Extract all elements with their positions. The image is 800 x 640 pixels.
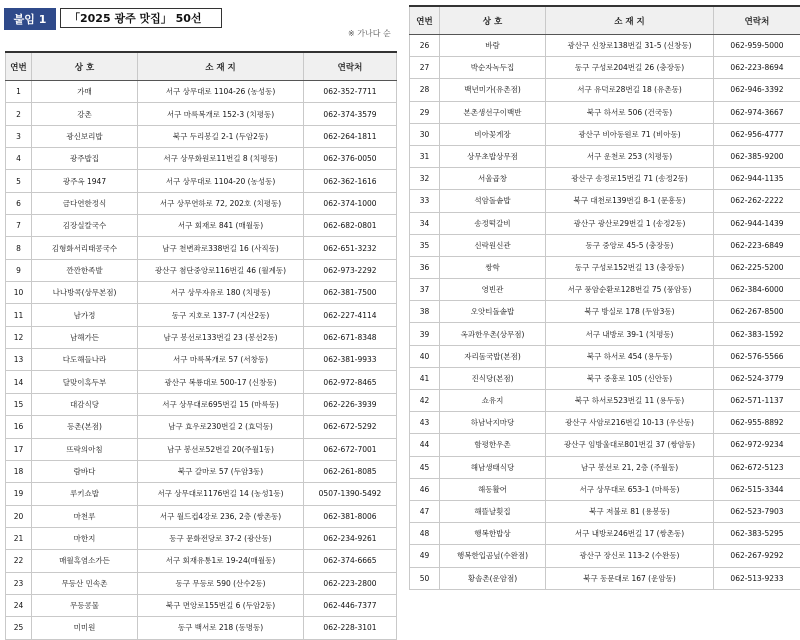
table-row	[410, 545, 800, 567]
table-row	[6, 416, 397, 438]
restaurant-address: 광산구 장신로 113-2 (수완동)	[546, 545, 714, 567]
row-number: 27	[410, 57, 440, 79]
restaurant-phone: 062-682-0801	[304, 215, 397, 237]
restaurant-name: 다도해들나라	[32, 349, 138, 371]
table-row	[6, 326, 397, 348]
restaurant-name: 금다연한정식	[32, 192, 138, 214]
restaurant-address: 남구 봉선로133번길 23 (봉선2동)	[138, 326, 304, 348]
table-row	[410, 456, 800, 478]
restaurant-address: 광산구 신창로138번길 31-5 (신창동)	[546, 35, 714, 57]
table-row	[6, 550, 397, 572]
table-header-row	[410, 6, 800, 35]
restaurant-name: 달맞이흑두부	[32, 371, 138, 393]
document-header	[4, 6, 400, 34]
restaurant-name: 해남생태식당	[440, 456, 546, 478]
restaurant-address: 북구 대천로139번길 8-1 (문흥동)	[546, 190, 714, 212]
restaurant-phone: 062-261-8085	[304, 460, 397, 482]
table-row	[410, 412, 800, 434]
restaurant-phone: 062-385-9200	[714, 145, 800, 167]
row-number: 19	[6, 483, 32, 505]
restaurant-phone: 062-513-9233	[714, 567, 800, 589]
document-title: 「2025 광주 맛집」 50선	[60, 8, 222, 28]
row-number: 38	[410, 301, 440, 323]
row-number: 40	[410, 345, 440, 367]
table-row	[410, 523, 800, 545]
restaurant-phone: 062-228-3101	[304, 617, 397, 639]
restaurant-phone: 0507-1390-5492	[304, 483, 397, 505]
restaurant-address: 북구 동문대로 167 (운암동)	[546, 567, 714, 589]
restaurant-phone: 062-262-2222	[714, 190, 800, 212]
restaurant-address: 광산구 비아동원로 71 (비아동)	[546, 123, 714, 145]
restaurant-name: 송정떡갈비	[440, 212, 546, 234]
restaurant-phone: 062-381-9933	[304, 349, 397, 371]
restaurant-phone: 062-523-7903	[714, 500, 800, 522]
restaurant-name: 해동활어	[440, 478, 546, 500]
restaurant-address: 남구 봉선로 21, 2층 (주월동)	[546, 456, 714, 478]
restaurant-address: 동구 구성로204번길 26 (충장동)	[546, 57, 714, 79]
row-number: 6	[6, 192, 32, 214]
table-row	[6, 505, 397, 527]
row-number: 35	[410, 234, 440, 256]
table-row	[6, 483, 397, 505]
restaurant-phone: 062-225-5200	[714, 256, 800, 278]
table-row	[410, 101, 800, 123]
restaurant-address: 서구 상무대로 1104-20 (농성동)	[138, 170, 304, 192]
column-header-address: 소 재 지	[546, 6, 714, 35]
restaurant-address: 서구 상무대로695번길 15 (마륵동)	[138, 393, 304, 415]
restaurant-phone: 062-352-7711	[304, 81, 397, 103]
restaurant-name: 뜨락의아침	[32, 438, 138, 460]
table-row	[6, 237, 397, 259]
restaurant-name: 마한지	[32, 527, 138, 549]
restaurant-phone: 062-223-6849	[714, 234, 800, 256]
row-number: 50	[410, 567, 440, 589]
restaurant-address: 서구 상무대로 653-1 (마륵동)	[546, 478, 714, 500]
row-number: 17	[6, 438, 32, 460]
restaurant-name: 김형화서리태콩국수	[32, 237, 138, 259]
restaurant-address: 서구 월드컵4강로 236, 2층 (쌍촌동)	[138, 505, 304, 527]
row-number: 24	[6, 594, 32, 616]
restaurant-address: 북구 두리봉길 2-1 (두암2동)	[138, 125, 304, 147]
restaurant-name: 무등콩물	[32, 594, 138, 616]
restaurant-address: 북구 면앙로155번길 6 (두암2동)	[138, 594, 304, 616]
restaurant-name: 무등산 민속촌	[32, 572, 138, 594]
table-row	[410, 500, 800, 522]
restaurant-name: 본촌생선구이백반	[440, 101, 546, 123]
restaurant-name: 비아꽃게장	[440, 123, 546, 145]
table-row	[6, 438, 397, 460]
row-number: 21	[6, 527, 32, 549]
restaurant-phone: 062-267-8500	[714, 301, 800, 323]
restaurant-phone: 062-374-1000	[304, 192, 397, 214]
restaurant-phone: 062-381-8006	[304, 505, 397, 527]
attachment-badge: 붙임 1	[4, 8, 56, 30]
restaurant-address: 서구 유덕로28번길 18 (유촌동)	[546, 79, 714, 101]
restaurant-name: 김장실칼국수	[32, 215, 138, 237]
row-number: 43	[410, 412, 440, 434]
restaurant-name: 광주밥집	[32, 148, 138, 170]
row-number: 39	[410, 323, 440, 345]
table-row	[410, 567, 800, 589]
row-number: 42	[410, 390, 440, 412]
restaurant-name: 진식당(본점)	[440, 367, 546, 389]
row-number: 4	[6, 148, 32, 170]
restaurant-name: 박순자녹두집	[440, 57, 546, 79]
table-row	[410, 35, 800, 57]
restaurant-address: 서구 내방로246번길 17 (쌍촌동)	[546, 523, 714, 545]
restaurant-address: 동구 중앙로 45-5 (충장동)	[546, 234, 714, 256]
table-row	[410, 434, 800, 456]
restaurant-phone: 062-571-1137	[714, 390, 800, 412]
restaurant-name: 오앗티돌솥밥	[440, 301, 546, 323]
table-row	[6, 125, 397, 147]
restaurant-phone: 062-381-7500	[304, 282, 397, 304]
column-header-name: 상 호	[440, 6, 546, 35]
restaurant-phone: 062-223-8694	[714, 57, 800, 79]
restaurant-phone: 062-973-2292	[304, 259, 397, 281]
table-row	[410, 234, 800, 256]
restaurant-address: 서구 회재로 841 (매월동)	[138, 215, 304, 237]
restaurant-phone: 062-974-3667	[714, 101, 800, 123]
row-number: 46	[410, 478, 440, 500]
restaurant-name: 깐깐한족발	[32, 259, 138, 281]
table-row	[410, 145, 800, 167]
row-number: 18	[6, 460, 32, 482]
restaurant-name: 대감식당	[32, 393, 138, 415]
restaurant-phone: 062-384-6000	[714, 279, 800, 301]
restaurant-phone: 062-956-4777	[714, 123, 800, 145]
restaurant-phone: 062-374-6665	[304, 550, 397, 572]
table-row	[6, 282, 397, 304]
table-row	[410, 256, 800, 278]
restaurant-address: 광산구 사암로216번길 10-13 (우산동)	[546, 412, 714, 434]
restaurant-address: 동구 문화전당로 37-2 (광산동)	[138, 527, 304, 549]
row-number: 12	[6, 326, 32, 348]
restaurant-phone: 062-672-7001	[304, 438, 397, 460]
row-number: 45	[410, 456, 440, 478]
restaurant-phone: 062-223-2800	[304, 572, 397, 594]
restaurant-name: 옥과한우촌(상무점)	[440, 323, 546, 345]
restaurant-address: 서구 상무자유로 180 (치평동)	[138, 282, 304, 304]
row-number: 31	[410, 145, 440, 167]
restaurant-name: 매월흑염소가든	[32, 550, 138, 572]
row-number: 34	[410, 212, 440, 234]
restaurant-name: 함평한우촌	[440, 434, 546, 456]
restaurant-name: 남해가든	[32, 326, 138, 348]
sort-order-note: ※ 가나다 순	[348, 28, 391, 39]
restaurant-phone: 062-576-5566	[714, 345, 800, 367]
table-row	[6, 617, 397, 639]
table-row	[6, 215, 397, 237]
restaurant-name: 남가정	[32, 304, 138, 326]
restaurant-name: 가매	[32, 81, 138, 103]
row-number: 48	[410, 523, 440, 545]
column-header-phone: 연락처	[714, 6, 800, 35]
table-row	[410, 168, 800, 190]
restaurant-address: 광산구 첨단중앙로116번길 46 (월계동)	[138, 259, 304, 281]
row-number: 28	[410, 79, 440, 101]
restaurant-phone: 062-955-8892	[714, 412, 800, 434]
restaurant-name: 쌍학	[440, 256, 546, 278]
restaurant-phone: 062-972-8465	[304, 371, 397, 393]
row-number: 16	[6, 416, 32, 438]
row-number: 44	[410, 434, 440, 456]
restaurant-phone: 062-944-1439	[714, 212, 800, 234]
restaurant-phone: 062-383-5295	[714, 523, 800, 545]
row-number: 7	[6, 215, 32, 237]
restaurant-address: 북구 하서로 506 (건국동)	[546, 101, 714, 123]
restaurant-address: 남구 천변좌로338번길 16 (사직동)	[138, 237, 304, 259]
restaurant-phone: 062-376-0050	[304, 148, 397, 170]
restaurant-name: 나나방콕(상무본점)	[32, 282, 138, 304]
restaurant-name: 람바다	[32, 460, 138, 482]
row-number: 2	[6, 103, 32, 125]
table-row	[410, 123, 800, 145]
restaurant-address: 북구 중흥로 105 (신안동)	[546, 367, 714, 389]
row-number: 47	[410, 500, 440, 522]
restaurant-phone: 062-267-9292	[714, 545, 800, 567]
row-number: 20	[6, 505, 32, 527]
restaurant-phone: 062-946-3392	[714, 79, 800, 101]
table-row	[410, 478, 800, 500]
column-header-number: 연번	[6, 52, 32, 81]
restaurant-address: 북구 갈마로 57 (두암3동)	[138, 460, 304, 482]
restaurant-phone: 062-264-1811	[304, 125, 397, 147]
table-row	[6, 304, 397, 326]
table-row	[410, 190, 800, 212]
row-number: 41	[410, 367, 440, 389]
restaurant-address: 남구 효우로230번길 2 (효덕동)	[138, 416, 304, 438]
restaurant-address: 북구 저불로 81 (용봉동)	[546, 500, 714, 522]
restaurant-name: 해뜰날횟집	[440, 500, 546, 522]
restaurant-phone: 062-671-8348	[304, 326, 397, 348]
restaurant-name: 자리돔국밥(본점)	[440, 345, 546, 367]
row-number: 33	[410, 190, 440, 212]
restaurant-name: 마천루	[32, 505, 138, 527]
restaurant-address: 동구 구성로152번길 13 (충장동)	[546, 256, 714, 278]
row-number: 22	[6, 550, 32, 572]
restaurant-address: 서구 상무화원로11번길 8 (치평동)	[138, 148, 304, 170]
restaurant-phone: 062-972-9234	[714, 434, 800, 456]
restaurant-address: 서구 풍암순환로128번길 75 (풍암동)	[546, 279, 714, 301]
restaurant-address: 북구 방실로 178 (두암3동)	[546, 301, 714, 323]
restaurant-phone: 062-234-9261	[304, 527, 397, 549]
restaurant-phone: 062-227-4114	[304, 304, 397, 326]
row-number: 8	[6, 237, 32, 259]
restaurant-phone: 062-944-1135	[714, 168, 800, 190]
restaurant-address: 동구 지호로 137-7 (지산2동)	[138, 304, 304, 326]
table-row	[410, 345, 800, 367]
row-number: 13	[6, 349, 32, 371]
restaurant-address: 서구 내방로 39-1 (치평동)	[546, 323, 714, 345]
table-row	[410, 301, 800, 323]
row-number: 25	[6, 617, 32, 639]
restaurant-address: 서구 운천로 253 (치평동)	[546, 145, 714, 167]
row-number: 30	[410, 123, 440, 145]
restaurant-name: 상무초밥상무점	[440, 145, 546, 167]
table-row	[6, 349, 397, 371]
restaurant-phone: 062-524-3779	[714, 367, 800, 389]
restaurant-name: 백년미가(유촌점)	[440, 79, 546, 101]
restaurant-name: 미미원	[32, 617, 138, 639]
row-number: 36	[410, 256, 440, 278]
restaurant-phone: 062-362-1616	[304, 170, 397, 192]
restaurant-name: 강촌	[32, 103, 138, 125]
restaurant-name: 석암돌솥밥	[440, 190, 546, 212]
table-row	[410, 212, 800, 234]
table-row	[6, 103, 397, 125]
restaurant-address: 서구 상무대로 1104-26 (농성동)	[138, 81, 304, 103]
restaurant-name: 바람	[440, 35, 546, 57]
restaurant-address: 동구 백서로 218 (동명동)	[138, 617, 304, 639]
column-header-address: 소 재 지	[138, 52, 304, 81]
column-header-number: 연번	[410, 6, 440, 35]
row-number: 3	[6, 125, 32, 147]
table-row	[410, 367, 800, 389]
restaurant-phone: 062-672-5292	[304, 416, 397, 438]
restaurant-address: 서구 마륵복개로 152-3 (치평동)	[138, 103, 304, 125]
restaurant-address: 북구 하서로523번길 11 (용두동)	[546, 390, 714, 412]
table-row	[410, 79, 800, 101]
table-row	[410, 279, 800, 301]
restaurant-name: 영빈관	[440, 279, 546, 301]
restaurant-address: 서구 상무연하로 72, 202호 (치평동)	[138, 192, 304, 214]
row-number: 5	[6, 170, 32, 192]
table-row	[6, 572, 397, 594]
restaurant-phone: 062-374-3579	[304, 103, 397, 125]
table-row	[410, 323, 800, 345]
restaurant-phone: 062-651-3232	[304, 237, 397, 259]
restaurant-name: 행복한입곰닢(수완점)	[440, 545, 546, 567]
row-number: 29	[410, 101, 440, 123]
restaurant-name: 행복한밥상	[440, 523, 546, 545]
restaurant-name: 광신보리밥	[32, 125, 138, 147]
table-row	[6, 527, 397, 549]
restaurant-address: 동구 무등로 590 (산수2동)	[138, 572, 304, 594]
table-row	[6, 259, 397, 281]
restaurant-name: 등촌(본점)	[32, 416, 138, 438]
restaurant-phone: 062-446-7377	[304, 594, 397, 616]
row-number: 49	[410, 545, 440, 567]
row-number: 10	[6, 282, 32, 304]
row-number: 37	[410, 279, 440, 301]
table-header-row	[6, 52, 397, 81]
table-row	[410, 390, 800, 412]
restaurant-name: 서울곱창	[440, 168, 546, 190]
row-number: 1	[6, 81, 32, 103]
restaurant-name: 쇼유지	[440, 390, 546, 412]
table-row	[6, 460, 397, 482]
column-header-phone: 연락처	[304, 52, 397, 81]
row-number: 15	[6, 393, 32, 415]
row-number: 32	[410, 168, 440, 190]
table-row	[6, 170, 397, 192]
restaurant-name: 광주옥 1947	[32, 170, 138, 192]
restaurant-phone: 062-383-1592	[714, 323, 800, 345]
row-number: 9	[6, 259, 32, 281]
table-row	[6, 192, 397, 214]
restaurant-name: 신락원신관	[440, 234, 546, 256]
restaurant-table-right	[409, 5, 800, 590]
table-row	[410, 57, 800, 79]
row-number: 14	[6, 371, 32, 393]
restaurant-name: 하남낙지마당	[440, 412, 546, 434]
restaurant-address: 북구 하서로 454 (용두동)	[546, 345, 714, 367]
restaurant-phone: 062-672-5123	[714, 456, 800, 478]
restaurant-name: 황솔촌(운암점)	[440, 567, 546, 589]
column-header-name: 상 호	[32, 52, 138, 81]
restaurant-address: 광산구 복룡대로 500-17 (신창동)	[138, 371, 304, 393]
row-number: 26	[410, 35, 440, 57]
restaurant-phone: 062-515-3344	[714, 478, 800, 500]
table-row	[6, 81, 397, 103]
table-row	[6, 148, 397, 170]
restaurant-address: 남구 봉선로52번길 20(주월1동)	[138, 438, 304, 460]
restaurant-address: 광산구 임방울대로801번길 37 (쌍암동)	[546, 434, 714, 456]
restaurant-address: 광산구 송정로15번길 71 (송정2동)	[546, 168, 714, 190]
restaurant-phone: 062-226-3939	[304, 393, 397, 415]
table-row	[6, 371, 397, 393]
restaurant-address: 서구 회재유통1로 19-24(매월동)	[138, 550, 304, 572]
restaurant-address: 서구 마륵복개로 57 (서창동)	[138, 349, 304, 371]
row-number: 23	[6, 572, 32, 594]
restaurant-name: 루키쇼밥	[32, 483, 138, 505]
restaurant-address: 서구 상무대로1176번길 14 (농성1동)	[138, 483, 304, 505]
restaurant-table-left	[5, 51, 397, 640]
restaurant-phone: 062-959-5000	[714, 35, 800, 57]
restaurant-address: 광산구 광산로29번길 1 (송정2동)	[546, 212, 714, 234]
row-number: 11	[6, 304, 32, 326]
table-row	[6, 393, 397, 415]
